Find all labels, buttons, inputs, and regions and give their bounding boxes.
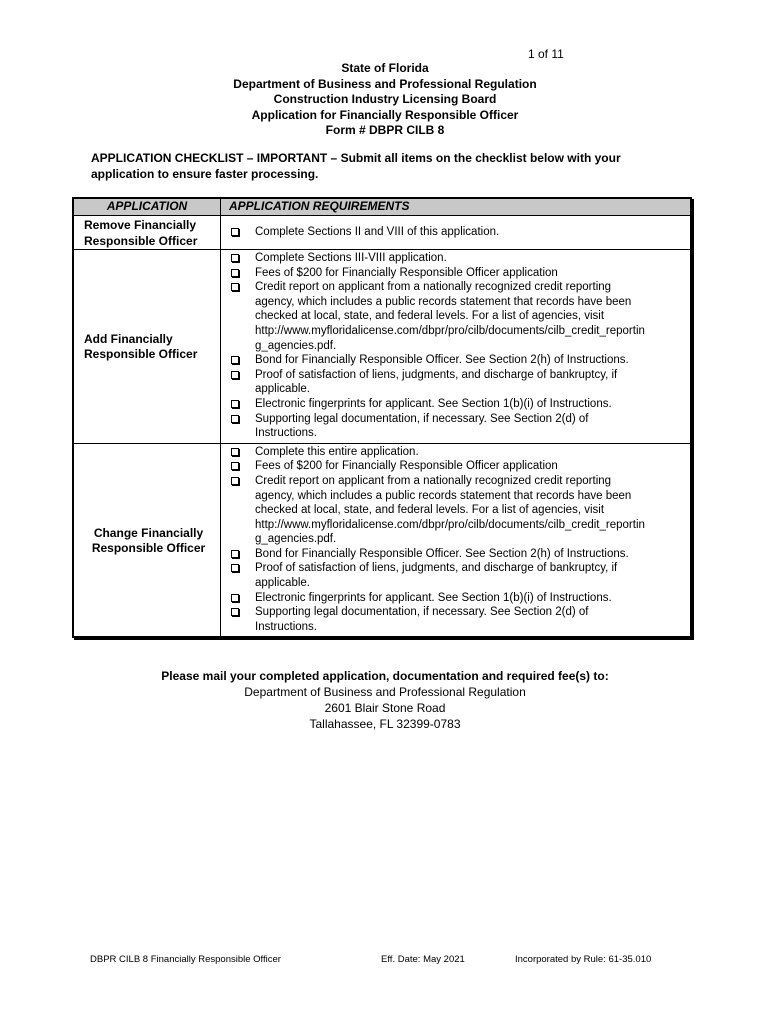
checkbox-icon (231, 564, 239, 572)
header-form-number: Form # DBPR CILB 8 (325, 123, 445, 137)
checkbox-icon (231, 477, 239, 485)
requirement-text: checked at local, state, and federal levels. For a list of agencies, visit (255, 504, 605, 517)
requirement-item (227, 605, 688, 634)
application-type-label: Remove Financially (84, 218, 197, 232)
requirements-list (227, 251, 688, 441)
column-header-requirements: APPLICATION REQUIREMENTS (221, 198, 692, 216)
requirement-item (227, 225, 688, 240)
page-number: 1 of 11 (528, 47, 564, 61)
table-row (73, 216, 691, 250)
application-type-label: Responsible Officer (91, 541, 206, 556)
checklist-intro-line-1: APPLICATION CHECKLIST – IMPORTANT – Submit all items on the checklist below with your (91, 151, 621, 165)
table-row (73, 443, 691, 637)
requirement-text: checked at local, state, and federal levels. For a list of agencies, visit (255, 310, 605, 323)
header-department: Department of Business and Professional Regulation (233, 76, 537, 91)
requirement-text: Complete Sections III-VIII application. (255, 252, 447, 264)
application-type-label: Add Financially (84, 331, 173, 346)
requirement-text: Supporting legal documentation, if necessary. See Section 2(d) of (255, 412, 589, 425)
requirement-text: Credit report on applicant from a nationally recognized credit reporting (255, 474, 612, 487)
checkbox-icon (231, 356, 239, 364)
requirement-text: Complete this entire application. (255, 445, 419, 458)
requirement-text: applicable. (255, 577, 310, 590)
checkbox-icon (231, 228, 239, 236)
application-type-cell (73, 216, 221, 250)
table-header-row (73, 198, 691, 216)
column-header-application: APPLICATION (73, 198, 221, 216)
requirement-text: Bond for Financially Responsible Officer. See Section 2(h) of Instructions. (255, 547, 629, 560)
requirement-text: Fees of $200 for Financially Responsible Officer application (255, 266, 558, 279)
mail-address-line-3: Tallahassee, FL 32399-0783 (309, 717, 461, 731)
requirement-item (227, 445, 688, 460)
checkbox-icon (231, 400, 239, 408)
requirement-text: g_agencies.pdf. (255, 339, 337, 352)
requirement-item (227, 474, 688, 547)
requirements-cell (221, 250, 692, 444)
application-type-cell (73, 443, 221, 637)
checkbox-icon (231, 608, 239, 616)
requirement-text: Electronic fingerprints for applicant. See Section 1(b)(i) of Instructions. (255, 397, 612, 410)
requirement-text: http://www.myfloridalicense.com/dbpr/pro/cilb/documents/cilb_credit_reportin (255, 518, 645, 531)
requirement-text: agency, which includes a public records statement that records have been (255, 489, 632, 502)
form-header (0, 61, 770, 139)
application-type-cell (73, 250, 221, 444)
requirement-text: http://www.myfloridalicense.com/dbpr/pro/cilb/documents/cilb_credit_reportin (255, 324, 645, 337)
header-state: State of Florida (341, 61, 429, 75)
mail-address-line-1: Department of Business and Professional Regulation (244, 685, 526, 699)
application-type-label: Responsible Officer (84, 347, 198, 362)
requirement-item (227, 397, 688, 412)
requirement-item (227, 368, 688, 397)
checkbox-icon (231, 594, 239, 602)
requirements-list (227, 445, 688, 635)
application-type-label: Change Financially (93, 525, 204, 540)
checkbox-icon (231, 550, 239, 558)
requirement-text: agency, which includes a public records statement that records have been (255, 295, 632, 308)
footer-form-name: DBPR CILB 8 Financially Responsible Officer (90, 954, 281, 965)
mail-address-line-2: 2601 Blair Stone Road (324, 701, 446, 715)
requirement-text: Instructions. (255, 427, 317, 440)
header-application-title: Application for Financially Responsible Officer (251, 107, 519, 122)
requirement-item (227, 547, 688, 562)
footer-effective-date: Eff. Date: May 2021 (381, 954, 465, 965)
requirements-table (72, 197, 692, 638)
requirement-item (227, 412, 688, 441)
requirement-text: Bond for Financially Responsible Officer. See Section 2(h) of Instructions. (255, 354, 629, 367)
requirement-text: Proof of satisfaction of liens, judgments, and discharge of bankruptcy, if (255, 562, 618, 575)
requirement-text: Instructions. (255, 620, 317, 633)
requirement-text: Fees of $200 for Financially Responsible Officer application (255, 460, 558, 473)
requirement-text: applicable. (255, 383, 310, 396)
requirement-text: Credit report on applicant from a nationally recognized credit reporting (255, 281, 612, 294)
mail-instruction: Please mail your completed application, documentation and required fee(s) to: (161, 669, 609, 683)
checkbox-icon (231, 283, 239, 291)
checklist-intro (91, 151, 671, 182)
requirement-text: Supporting legal documentation, if necessary. See Section 2(d) of (255, 606, 589, 619)
checkbox-icon (231, 269, 239, 277)
requirements-cell (221, 216, 692, 250)
checkbox-icon (231, 415, 239, 423)
checkbox-icon (231, 448, 239, 456)
requirement-item (227, 561, 688, 590)
application-type-label: Responsible Officer (84, 233, 198, 248)
checkbox-icon (231, 254, 239, 262)
requirement-text: g_agencies.pdf. (255, 533, 337, 546)
requirement-text: Electronic fingerprints for applicant. See Section 1(b)(i) of Instructions. (255, 591, 612, 604)
requirement-item (227, 280, 688, 353)
requirement-text: Proof of satisfaction of liens, judgments, and discharge of bankruptcy, if (255, 368, 618, 381)
checkbox-icon (231, 462, 239, 470)
header-board: Construction Industry Licensing Board (273, 92, 497, 106)
requirement-item (227, 353, 688, 368)
footer-rule: Incorporated by Rule: 61-35.010 (515, 954, 652, 965)
mailing-section (0, 668, 770, 732)
requirements-list (227, 225, 688, 240)
requirement-item (227, 251, 688, 266)
requirement-item (227, 266, 688, 281)
requirement-text: Complete Sections II and VIII of this application. (255, 226, 500, 239)
table-row (73, 250, 691, 444)
checklist-intro-line-2: application to ensure faster processing. (91, 166, 319, 181)
checkbox-icon (231, 371, 239, 379)
requirements-cell (221, 443, 692, 637)
requirement-item (227, 591, 688, 606)
requirement-item (227, 459, 688, 474)
